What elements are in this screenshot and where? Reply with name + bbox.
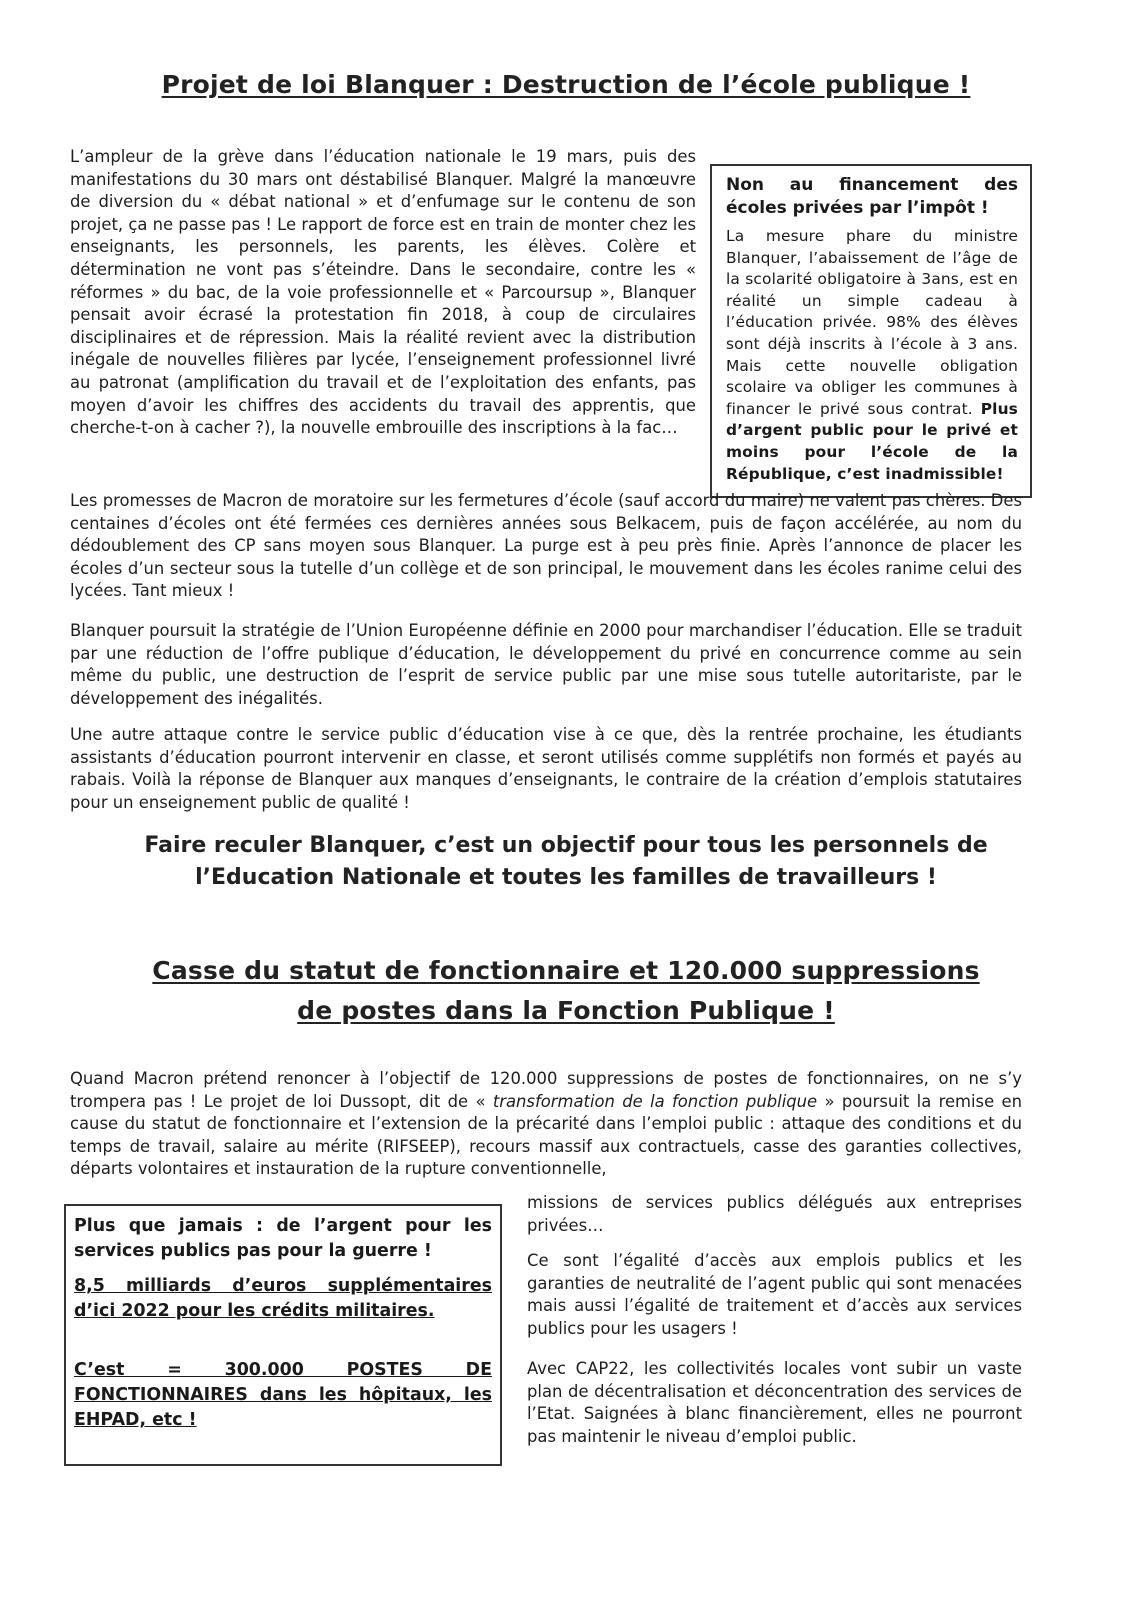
section2-title-line1: Casse du statut de fonctionnaire et 120.000 suppressions	[152, 956, 980, 985]
section1-title: Projet de loi Blanquer : Destruction de l’école publique !	[161, 70, 971, 99]
section1-paragraph-3: Blanquer poursuit la stratégie de l’Union Européenne définie en 2000 pour marchandiser l’éducation. Elle se traduit par une réduction de l’offre publique d’éducation, le développement du privé en concurrence comme au sein même du public, une destruction de l’esprit de service public par une mise sous tutelle autoritariste, par le développement des inégalités.	[70, 621, 1022, 708]
military-budget-box	[64, 1204, 502, 1466]
section2-title-line2: de postes dans la Fonction Publique !	[297, 996, 835, 1025]
section2-paragraph-1-italic: transformation de la fonction publique	[492, 1091, 818, 1111]
section2-paragraph-3: Avec CAP22, les collectivités locales vont subir un vaste plan de décentralisation et déconcentration des services de l’Etat. Saignées à blanc financièrement, elles ne pourront pas maintenir le niveau d’emploi public.	[527, 1359, 1022, 1446]
section1-paragraph-1: L’ampleur de la grève dans l’éducation nationale le 19 mars, puis des manifestations du 30 mars ont déstabilisé Blanquer. Malgré la manœuvre de diversion du « débat national » et d’enfumage sur le contenu de son projet, ça ne passe pas ! Le rapport de force est en train de monter chez les enseignants, les personnels, les parents, les élèves. Colère et détermination ne vont pas s’éteindre. Dans le secondaire, contre les « réformes » du bac, de la voie professionnelle et « Parcoursup », Blanquer pensait avoir écrasé la protestation fin 2018, à coup de circulaires disciplinaires et de répression. Mais la réalité revient avec la distribution inégale de nouvelles filières par lycée, l’enseignement professionnel livré au patronat (amplification du travail et de l’exploitation des enfants, pas moyen d’avoir les chiffres des accidents du travail des apprentis, que cherche-t-on à cacher ?), la nouvelle embrouille des inscriptions à la fac…	[70, 147, 696, 438]
private-schools-box-title: Non au financement des écoles privées par l’impôt !	[726, 175, 1018, 218]
private-schools-box-body	[726, 226, 1018, 485]
section1-callout	[70, 830, 1062, 894]
section2-paragraph-1-continued: missions de services publics délégués aux entreprises privées…	[527, 1193, 1022, 1235]
section2-paragraph-1-start: Quand Macron prétend renoncer à l’objectif de 120.000 suppressions de postes de fonctionnaires, on ne s’y trompera pas ! Le projet de loi Dussopt, dit de «	[70, 1069, 1022, 1111]
section2-paragraph-1	[70, 1068, 1022, 1181]
section1-callout-line2: l’Education Nationale et toutes les familles de travailleurs !	[195, 865, 937, 890]
section2-paragraph-2: Ce sont l’égalité d’accès aux emplois publics et les garanties de neutralité de l’agent public qui sont menacées mais aussi l’égalité de traitement et d’accès aux services publics pour les usagers !	[527, 1251, 1022, 1338]
military-budget-box-heading: Plus que jamais : de l’argent pour les services publics pas pour la guerre !	[74, 1216, 492, 1261]
military-budget-box-equivalence: C’est = 300.000 POSTES DE FONCTIONNAIRES dans les hôpitaux, les EHPAD, etc !	[74, 1360, 492, 1430]
section1-callout-line1: Faire reculer Blanquer, c’est un objectif pour tous les personnels de	[144, 833, 988, 858]
private-schools-box	[710, 164, 1032, 498]
military-budget-box-figure: 8,5 milliards d’euros supplémentaires d’ici 2022 pour les crédits militaires.	[74, 1276, 492, 1321]
section1-paragraph-4: Une autre attaque contre le service public d’éducation vise à ce que, dès la rentrée prochaine, les étudiants assistants d’éducation pourront intervenir en classe, et seront utilisés comme supplétifs non formés et payés au rabais. Voilà la réponse de Blanquer aux manques d’enseignants, le contraire de la création d’emplois statutaires pour un enseignement public de qualité !	[70, 725, 1022, 812]
private-schools-box-conclusion: Plus d’argent public pour le privé et moins pour l’école de la République, c’est inadmissible!	[726, 399, 1018, 483]
section2-paragraph-1-end: » poursuit la remise en cause du statut de fonctionnaire et l’extension de la précarité dans l’emploi public : attaque des conditions et du temps de travail, salaire au mérite (RIFSEEP), recours massif aux contractuels, casse des garanties collectives, départs volontaires et instauration de la rupture conventionnelle,	[70, 1091, 1022, 1179]
section1-paragraph-2-text: Les promesses de Macron de moratoire sur les fermetures d’école (sauf accord du maire) ne valent pas chères. Des centaines d’écoles ont été fermées ces dernières années sous Belkacem, puis de façon accélérée, au nom du dédoublement des CP sans moyen sous Blanquer. La purge est à peu près finie. Après l’annonce de placer les écoles d’un secteur sous la tutelle d’un collège et de son principal, le mouvement dans les écoles ranime celui des lycées. Tant mieux !	[70, 491, 1022, 601]
section1-paragraph-2	[70, 490, 1022, 603]
private-schools-box-text: La mesure phare du ministre Blanquer, l’abaissement de l’âge de la scolarité obligatoire à 3ans, est en réalité un simple cadeau à l’éducation privée. 98% des élèves sont déjà inscrits à l’école à 3 ans. Mais cette nouvelle obligation scolaire va obliger les communes à financer le privé sous contrat.	[726, 227, 1018, 418]
